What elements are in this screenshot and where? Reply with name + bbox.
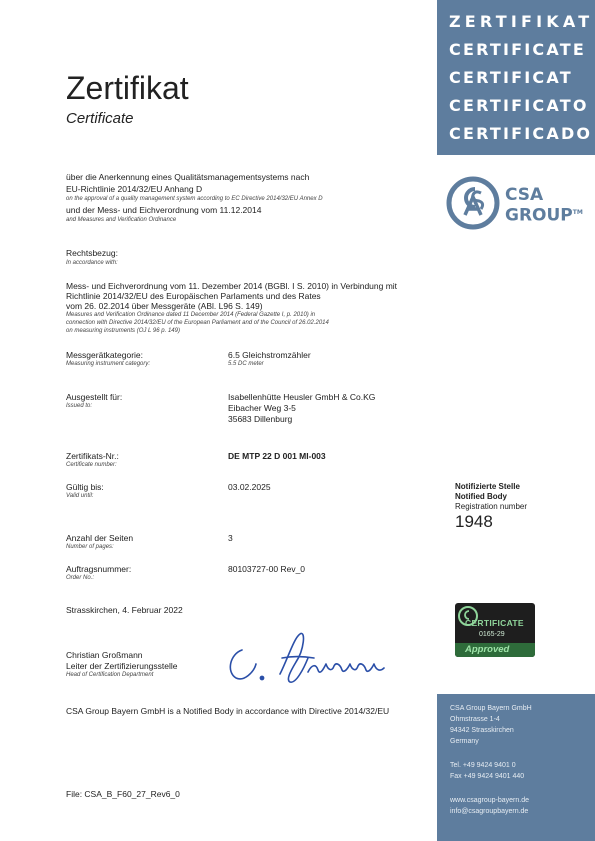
legal-text-2: Richtlinie 2014/32/EU des Europäischen Parlaments und des Rates xyxy=(66,291,321,301)
notified-title-en: Notified Body xyxy=(455,492,507,501)
approved-label: Approved xyxy=(465,644,510,655)
legal-label-en: In accordance with: xyxy=(66,260,118,266)
cert-no-value: DE MTP 22 D 001 MI-003 xyxy=(228,451,326,461)
order-label-en: Order No.: xyxy=(66,575,95,581)
registration-number: 1948 xyxy=(455,512,493,531)
issued-company: Isabellenhütte Heusler GmbH & Co.KG xyxy=(228,392,376,402)
category-label: Messgerätkategorie: xyxy=(66,350,144,360)
address-line-4: Germany xyxy=(450,738,479,745)
legal-text-en-3: on measuring instruments (OJ L 96 p. 149) xyxy=(66,328,180,334)
intro-line-1: über die Anerkennung eines Qualitätsmanagementsystems nach xyxy=(66,172,310,182)
intro2-en: and Measures and Verification Ordinance xyxy=(66,217,177,223)
approved-mark xyxy=(455,603,535,657)
registration-label: Registration number xyxy=(455,502,528,511)
sidebar xyxy=(437,0,595,841)
legal-text-1: Mess- und Eichverordnung vom 11. Dezember 2014 (BGBl. I S. 2010) in Verbindung mit xyxy=(66,281,398,291)
issued-city: 35683 Dillenburg xyxy=(228,414,293,424)
address-line-3: 94342 Strasskirchen xyxy=(450,727,514,734)
brand-line-1: CSA xyxy=(505,185,544,205)
csa-wordmark xyxy=(505,187,583,225)
valid-label: Gültig bis: xyxy=(66,482,104,492)
issued-label-en: Issued to: xyxy=(66,403,93,409)
csa-logo-icon xyxy=(445,175,501,231)
issued-street: Eibacher Weg 3-5 xyxy=(228,403,296,413)
signatory-name: Christian Großmann xyxy=(66,650,143,660)
issued-label: Ausgestellt für: xyxy=(66,392,123,402)
signatory-role-en: Head of Certification Department xyxy=(66,672,154,678)
notified-statement: CSA Group Bayern GmbH is a Notified Body in accordance with Directive 2014/32/EU xyxy=(66,706,390,716)
intro-line-3: und der Mess- und Eichverordnung vom 11.12.2014 xyxy=(66,205,262,215)
address-email: info@csagroupbayern.de xyxy=(450,808,529,815)
sidebar-panel xyxy=(437,155,595,694)
header-zertifikat: ZERTIFIKAT xyxy=(449,12,594,31)
csa-group-logo xyxy=(445,175,595,235)
category-value: 6.5 Gleichstromzähler xyxy=(228,350,311,360)
header-certificat: CERTIFICAT xyxy=(449,68,573,87)
legal-text-en-1: Measures and Verification Ordinance dated 11 December 2014 (Federal Gazette I, p. 2010) in xyxy=(66,312,316,318)
intro-line-2: EU-Richtlinie 2014/32/EU Anhang D xyxy=(66,184,203,194)
brand-line-2: GROUP™ xyxy=(505,205,583,226)
approved-mark-number: 0165-29 xyxy=(479,631,505,638)
legal-text-3: vom 26. 02.2014 über Messgeräte (ABl. L96 S. 149) xyxy=(66,301,263,311)
pages-label: Anzahl der Seiten xyxy=(66,533,134,543)
place-date: Strasskirchen, 4. Februar 2022 xyxy=(66,605,183,615)
page-subtitle: Certificate xyxy=(66,110,134,127)
pages-value: 3 xyxy=(228,533,233,543)
file-reference: File: CSA_B_F60_27_Rev6_0 xyxy=(66,789,180,799)
category-label-en: Measuring instrument category: xyxy=(66,361,151,367)
legal-text-en-2: connection with Directive 2014/32/EU of the European Parliament and of the Council of 26.02.2014 xyxy=(66,320,329,326)
valid-label-en: Valid until: xyxy=(66,493,94,499)
intro-en: on the approval of a quality management system according to EC Directive 2014/32/EU Annex D xyxy=(66,196,323,202)
address-line-1: CSA Group Bayern GmbH xyxy=(450,705,532,712)
header-certificado: CERTIFICADO xyxy=(449,124,593,143)
category-value-en: 5.5 DC meter xyxy=(228,361,264,367)
address-fax: Fax +49 9424 9401 440 xyxy=(450,773,525,780)
legal-label: Rechtsbezug: xyxy=(66,248,118,258)
signature xyxy=(222,628,402,690)
notified-title-de: Notifizierte Stelle xyxy=(455,482,520,491)
cert-no-label: Zertifikats-Nr.: xyxy=(66,451,119,461)
pages-label-en: Number of pages: xyxy=(66,544,114,550)
language-header xyxy=(437,0,595,155)
address-line-2: Ohmstrasse 1-4 xyxy=(450,716,500,723)
page-title: Zertifikat xyxy=(66,70,189,106)
signatory-role: Leiter der Zertifizierungsstelle xyxy=(66,661,178,671)
address-web: www.csagroup-bayern.de xyxy=(450,797,529,804)
order-value: 80103727-00 Rev_0 xyxy=(228,564,306,574)
cert-no-label-en: Certificate number: xyxy=(66,462,117,468)
header-certificato: CERTIFICATO xyxy=(449,96,589,115)
valid-value: 03.02.2025 xyxy=(228,482,271,492)
header-certificate: CERTIFICATE xyxy=(449,40,586,59)
order-label: Auftragsnummer: xyxy=(66,564,132,574)
approved-mark-label: CERTIFICATE xyxy=(465,618,524,628)
address-tel: Tel. +49 9424 9401 0 xyxy=(450,762,516,769)
trademark: TM xyxy=(572,209,583,216)
